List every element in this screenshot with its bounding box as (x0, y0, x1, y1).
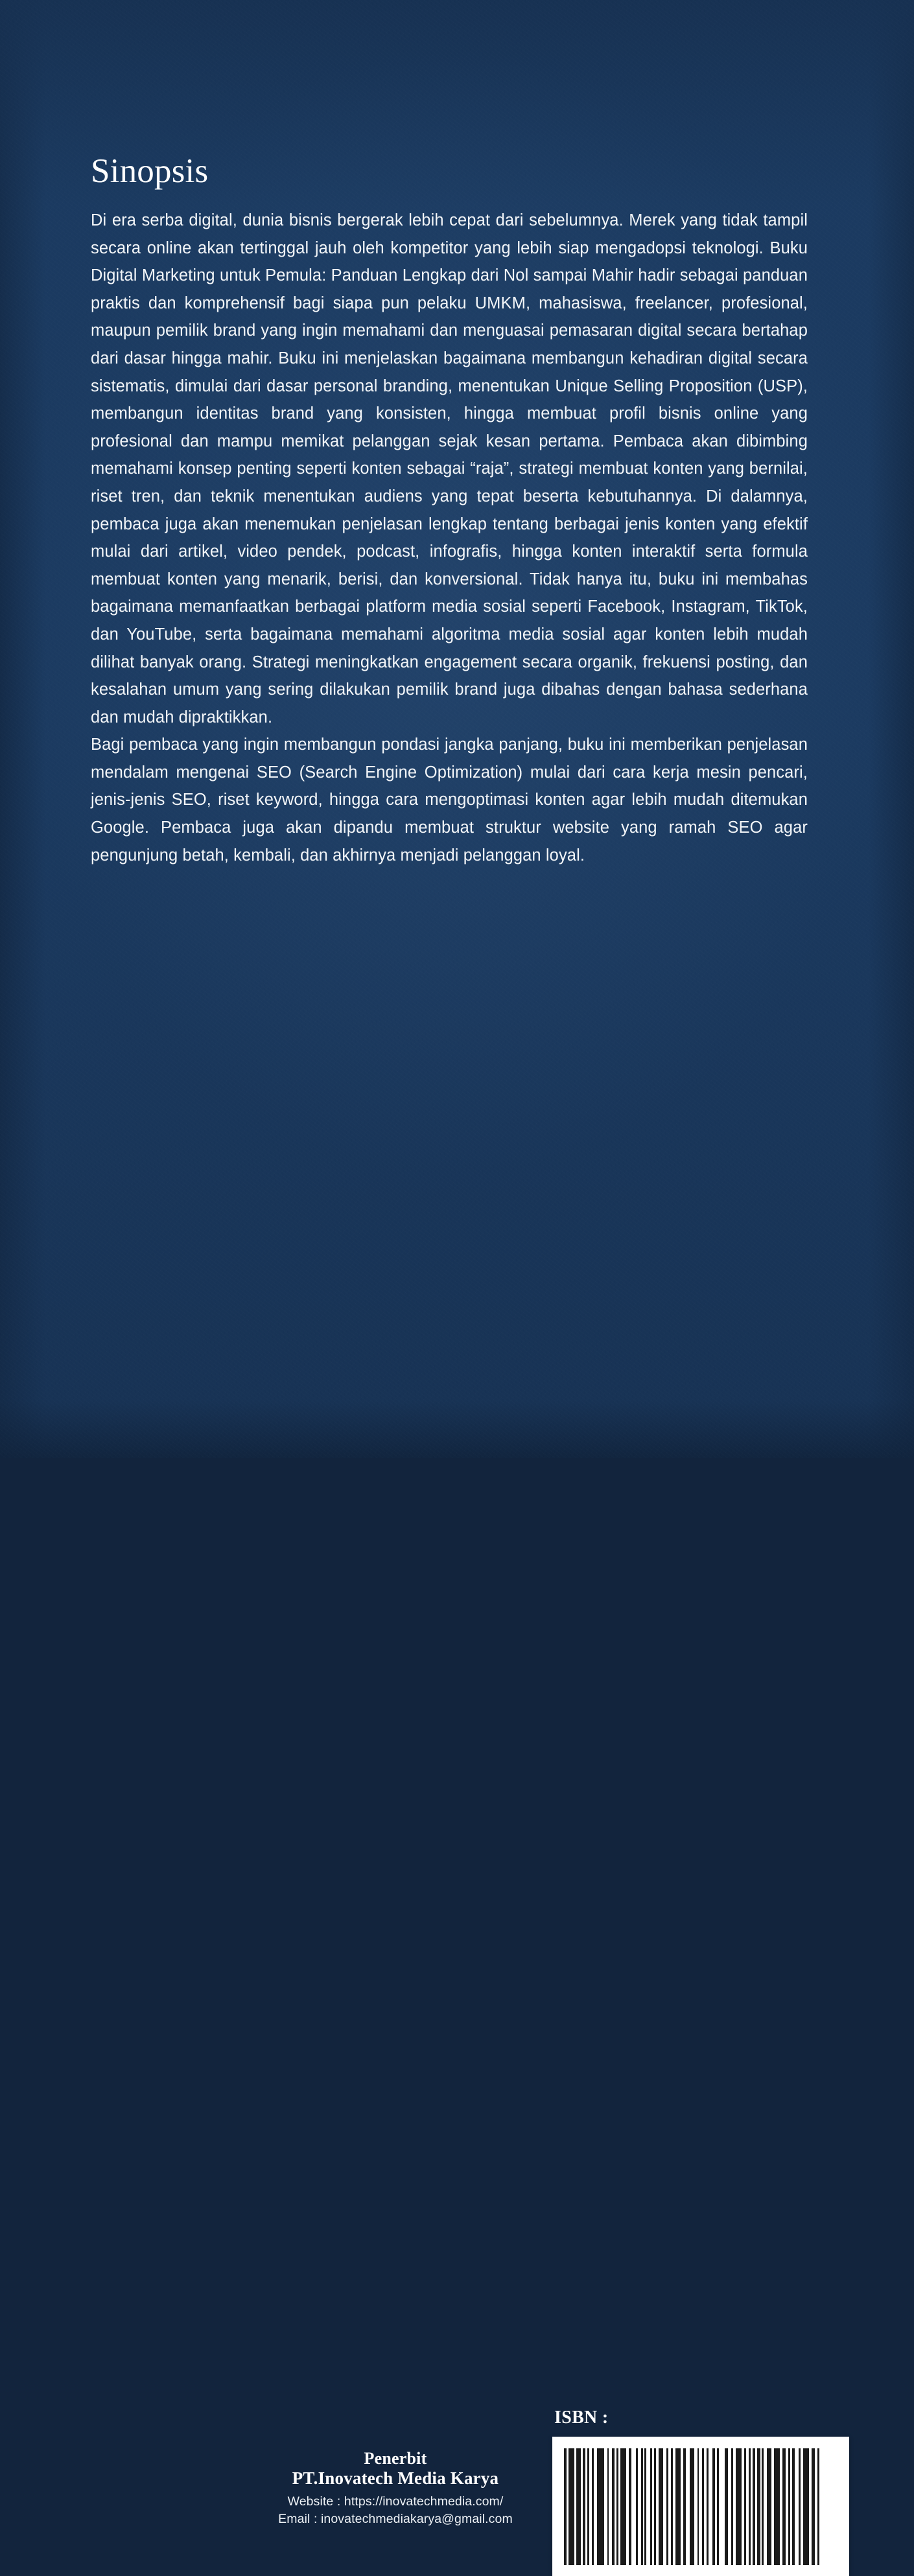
barcode-bars (564, 2448, 822, 2565)
synopsis-body (91, 189, 808, 869)
isbn-block (552, 2407, 850, 2576)
isbn-label: ISBN : (554, 2408, 609, 2428)
cover-footer (0, 1186, 914, 2526)
publisher-label: Penerbit (364, 2449, 427, 2468)
synopsis-paragraph-2: Bagi pembaca yang ingin membangun pondasi jangka panjang, buku ini memberikan penjelasan mendalam mengenai SEO (Search Engine Optimization) mulai dari cara kerja mesin pencari, jenis-jenis SEO, riset keyword, hingga cara mengoptimasi konten agar lebih mudah ditemukan Google. Pembaca juga akan dipandu membuat struktur website yang ramah SEO agar pengunjung betah, kembali, dan akhirnya menjadi pelanggan loyal. (91, 736, 808, 864)
publisher-name: PT.Inovatech Media Karya (292, 2468, 499, 2488)
publisher-website: Website : https://inovatechmedia.com/ (287, 2494, 504, 2509)
synopsis-paragraph-1: Di era serba digital, dunia bisnis bergerak lebih cepat dari sebelumnya. Merek yang tidak tampil secara online akan tertinggal jauh oleh kompetitor yang lebih siap mengadopsi teknologi. Buku Digital Marketing untuk Pemula: Panduan Lengkap dari Nol sampai Mahir hadir sebagai panduan praktis dan komprehensif bagi siapa pun pelaku UMKM, mahasiswa, freelancer, profesional, maupun pemilik brand yang ingin memahami dan menguasai pemasaran digital secara bertahap dari dasar hingga mahir. Buku ini menjelaskan bagaimana membangun kehadiran digital secara sistematis, dimulai dari dasar personal branding, menentukan Unique Selling Proposition (USP), membangun identitas brand yang konsisten, hingga membuat profil bisnis online yang profesional dan mampu memikat pelanggan sejak kesan pertama. Pembaca akan dibimbing memahami konsep penting seperti konten sebagai “raja”, strategi membuat konten yang bernilai, riset tren, dan teknik menentukan audiens yang tepat beserta kebutuhannya. Di dalamnya, pembaca juga akan menemukan penjelasan lengkap tentang berbagai jenis konten yang efektif mulai dari artikel, video pendek, podcast, infografis, hingga konten interaktif serta formula membuat konten yang menarik, berisi, dan konversional. Tidak hanya itu, buku ini membahas bagaimana memanfaatkan berbagai platform media sosial seperti Facebook, Instagram, TikTok, dan YouTube, serta bagaimana memahami algoritma media sosial agar konten lebih mudah dilihat banyak orang. Strategi meningkatkan engagement secara organik, frekuensi posting, dan kesalahan umum yang sering dilakukan pemilik brand juga dibahas dengan bahasa sederhana dan mudah dipraktikkan. (91, 211, 808, 726)
synopsis-section (91, 0, 808, 869)
publisher-email: Email : inovatechmediakarya@gmail.com (278, 2512, 513, 2526)
publisher-contact (214, 2493, 577, 2528)
isbn-barcode (552, 2437, 849, 2576)
publisher-block (214, 2448, 577, 2528)
page-title: Sinopsis (91, 152, 209, 190)
